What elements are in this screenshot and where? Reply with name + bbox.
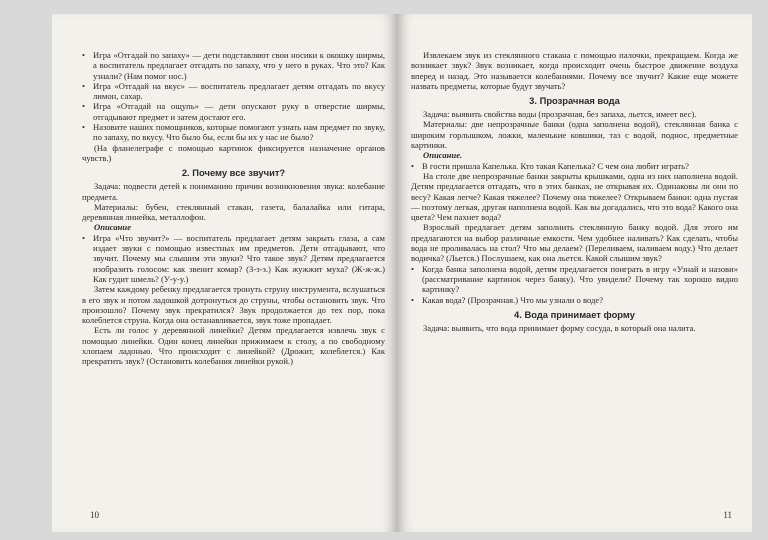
task-paragraph: Задача: подвести детей к пониманию причин возникновения звука: колебание предмета. (82, 181, 385, 202)
task-paragraph: Задача: выявить свойства воды (прозрачная, без запаха, льется, имеет вес). (423, 109, 697, 120)
section-title: 4. Вода принимает форму (514, 308, 635, 320)
page-number: 11 (723, 510, 732, 520)
bullet-dot-icon: • (82, 101, 86, 112)
bullet-text: Игра «Что звучит?» — воспитатель предлагает детям закрыть глаза, а сам издает звуки с помощью известных им предметов. Дети отгадывают, что звучит. Почему мы слышим эти звуки? Что такое звук? Детям предлагается изобразить голосом: как звенит комар? (З-з-з.) Как жужжит муха? (Ж-ж-ж.) Как гудит шмель? (У-у-у.) (93, 232, 385, 284)
bullet-item (82, 101, 385, 122)
left-page (52, 14, 397, 532)
bullet-item (82, 81, 385, 102)
body-paragraph: На столе две непрозрачные банки закрыты крышками, одна из них наполнена водой. Детям предлагается отгадать, что в этих банках, не открывая их. Одинаковы ли они по весу? Какая легче? Какая тяжелее? Почему она тяжелее? Открываем банки: одна пустая — поэтому легкая, другая наполнена водой. Как вы догадались, что это вода? Какого она цвета? Чем пахнет вода? (411, 170, 738, 223)
bullet-dot-icon: • (82, 50, 86, 60)
section-title: 3. Прозрачная вода (529, 95, 620, 107)
body-paragraph: Взрослый предлагает детям заполнить стеклянную банку водой. Для этого им предлагаются на выбор различные емкости. Чем удобнее наливать? Как сделать, чтобы вода не проливалась на стол? Что мы делаем? (Переливаем, наливаем воду.) Что делает водичка? (Льется.) Послушаем, как она льется. Какой слышим звук? (411, 222, 738, 264)
bullet-dot-icon: • (411, 160, 415, 171)
bullet-dot-icon: • (411, 263, 415, 274)
body-paragraph: Есть ли голос у деревянной линейки? Детям предлагается извлечь звук с помощью линейки. Один конец линейки прижимаем к столу, а по свободному хлопаем ладонью. Что происходит с линейкой? (Дрожит, колеблется.) Как прекратить звук? (Остановить колебания линейки рукой.) (82, 325, 385, 367)
bullet-item (411, 295, 738, 305)
bullet-text: Игра «Отгадай на вкус» — воспитатель предлагает детям отгадать по вкусу лимон, сахар. (93, 80, 385, 102)
bullet-text: Игра «Отгадай по запаху» — дети подставляют свои носики к окошку ширмы, а воспитатель предлагает отгадать по запаху, что у него в руках. Что это? Как узнали? (Нам помог нос.) (93, 50, 385, 81)
section-title: 2. Почему все звучит? (181, 167, 286, 179)
open-book (52, 14, 752, 532)
bullet-item (411, 264, 738, 295)
description-label: Описание. (423, 150, 463, 161)
note-paragraph: (На фланелеграфе с помощью картинок фиксируется назначение органов чувств.) (82, 142, 385, 163)
description-label: Описание (94, 222, 132, 233)
right-page (397, 14, 752, 532)
bullet-text: Какая вода? (Прозрачная.) Что мы узнали о воде? (422, 294, 604, 305)
bullet-item (82, 122, 385, 143)
page-number: 10 (90, 510, 99, 520)
bullet-text: Игра «Отгадай на ощупь» — дети опускают руку в отверстие ширмы, отгадывают предмет и затем достают его. (93, 101, 385, 122)
materials-paragraph: Материалы: бубен, стеклянный стакан, газета, балалайка или гитара, деревянная линейка, металлофон. (82, 201, 385, 223)
materials-paragraph: Материалы: две непрозрачные банки (одна заполнена водой), стеклянная банка с широким горлышком, ложки, маленькие ковшики, таз с водой, поднос, предметные картинки. (411, 119, 738, 151)
bullet-text: В гости пришла Капелька. Кто такая Капелька? С чем она любит играть? (422, 160, 689, 171)
bullet-dot-icon: • (82, 232, 86, 243)
bullet-dot-icon: • (411, 294, 415, 305)
bullet-text: Назовите наших помощников, которые помогают узнать нам предмет по звуку, по запаху, по вкусу. Что было бы, если бы их у нас не было? (93, 122, 385, 143)
bullet-item (82, 233, 385, 284)
bullet-item (82, 50, 385, 81)
bullet-item (411, 161, 738, 171)
body-paragraph: Извлекаем звук из стеклянного стакана с помощью палочки, прекращаем. Когда же возникает звук? Звук возникает, когда происходит очень быстрое движение воздуха вперед и назад. Это называется колебаниями. Почему все звучит? Какие еще можете назвать предметы, которые будут звучать? (411, 50, 738, 91)
task-paragraph: Задача: выявить, что вода принимает форму сосуда, в который она налита. (423, 322, 696, 333)
bullet-dot-icon: • (82, 80, 86, 91)
body-paragraph: Затем каждому ребенку предлагается тронуть струну инструмента, вслушаться в его звук и потом ладошкой дотронуться до струны, чтобы остановить звук. Что произошло? Почему звук прекратился? Звук продолжается до тех пор, пока колеблется струна. Когда она останавливается, звук тоже пропадает. (82, 284, 385, 326)
bullet-dot-icon: • (82, 122, 86, 133)
bullet-text: Когда банка заполнена водой, детям предлагается поиграть в игру «Узнай и назови» (рассматривание картинок через банку). Что увидели? Почему так хорошо видно картинку? (422, 263, 738, 295)
